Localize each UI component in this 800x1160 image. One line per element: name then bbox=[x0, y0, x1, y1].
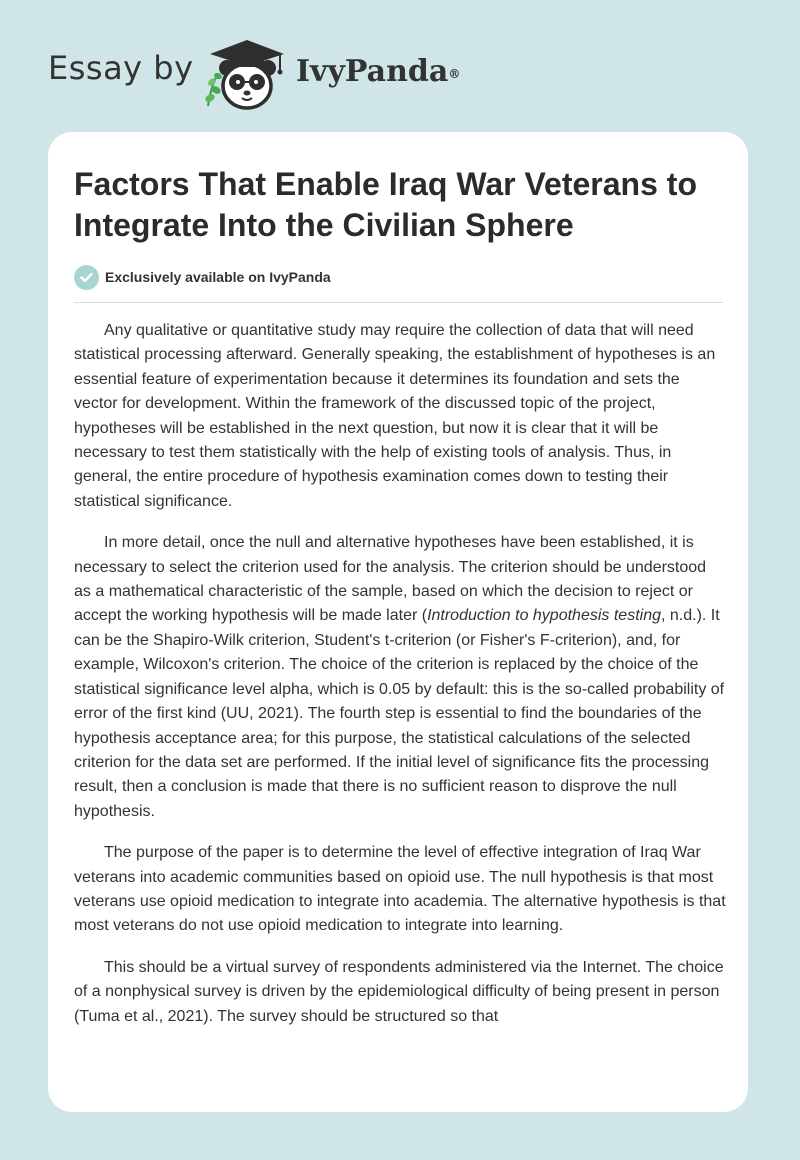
essay-card bbox=[48, 132, 748, 1112]
registered-mark: ® bbox=[448, 67, 461, 81]
brand-name bbox=[296, 52, 460, 92]
exclusive-label: Exclusively available on IvyPanda bbox=[105, 269, 331, 285]
paragraph-2-text-start: In more detail, once the null and alternative hypotheses have been established, it is necessary to select the criterion used for the analysis. The criterion should be understood as a mathematical characteristic of the sample, based on which the decision to reject or accept the working hypothesis will be made later ( bbox=[74, 534, 707, 625]
essay-body bbox=[74, 319, 726, 1046]
page-title: Factors That Enable Iraq War Veterans to Integrate Into the Civilian Sphere bbox=[74, 166, 697, 243]
checkmark-icon bbox=[74, 265, 99, 290]
brand-name-text: IvyPanda bbox=[296, 54, 449, 89]
paragraph-2-text-end: , n.d.). It can be the Shapiro-Wilk criterion, Student's t-criterion (or Fisher's F-criterion), and, for example, Wilcoxon's criterion. The choice of the criterion is replaced by the choice of the statistical significance level alpha, which is 0.05 by default: this is the so-called probability of error of the first kind (UU, 2021). The fourth step is essential to find the boundaries of the hypothesis acceptance area; for this purpose, the statistical calculations of the selected criterion for the data set are performed. If the initial level of significance fits the processing result, then a conclusion is made that there is no sufficient reason to disprove the null hypothesis. bbox=[74, 607, 725, 820]
paragraph-3: The purpose of the paper is to determine the level of effective integration of Iraq War veterans into academic communities based on opioid use. The null hypothesis is that most veterans use opioid medication to integrate into academia. The alternative hypothesis is that most veterans do not use opioid medication to integrate into learning. bbox=[74, 844, 726, 935]
exclusive-badge bbox=[74, 264, 331, 290]
site-header bbox=[0, 0, 800, 130]
divider bbox=[74, 302, 723, 303]
citation-title: Introduction to hypothesis testing bbox=[427, 607, 661, 625]
panda-logo-icon bbox=[200, 32, 292, 114]
essay-by-label: Essay by bbox=[48, 49, 194, 87]
paragraph-2 bbox=[74, 531, 726, 824]
paragraph-4: This should be a virtual survey of respondents administered via the Internet. The choice of a nonphysical survey is driven by the epidemiological difficulty of being present in person (Tuma et al., 2021). The survey should be structured so that bbox=[74, 958, 724, 1025]
paragraph-1: Any qualitative or quantitative study may require the collection of data that will need statistical processing afterward. Generally speaking, the establishment of hypotheses is an essential feature of experimentation because it determines its foundation and sets the vector for development. Within the framework of the discussed topic of the project, hypotheses will be established in the next question, but now it is clear that it will be necessary to test them statistically with the help of existing tools of analysis. Thus, in general, the entire procedure of hypothesis examination comes down to testing their statistical significance. bbox=[74, 322, 716, 510]
